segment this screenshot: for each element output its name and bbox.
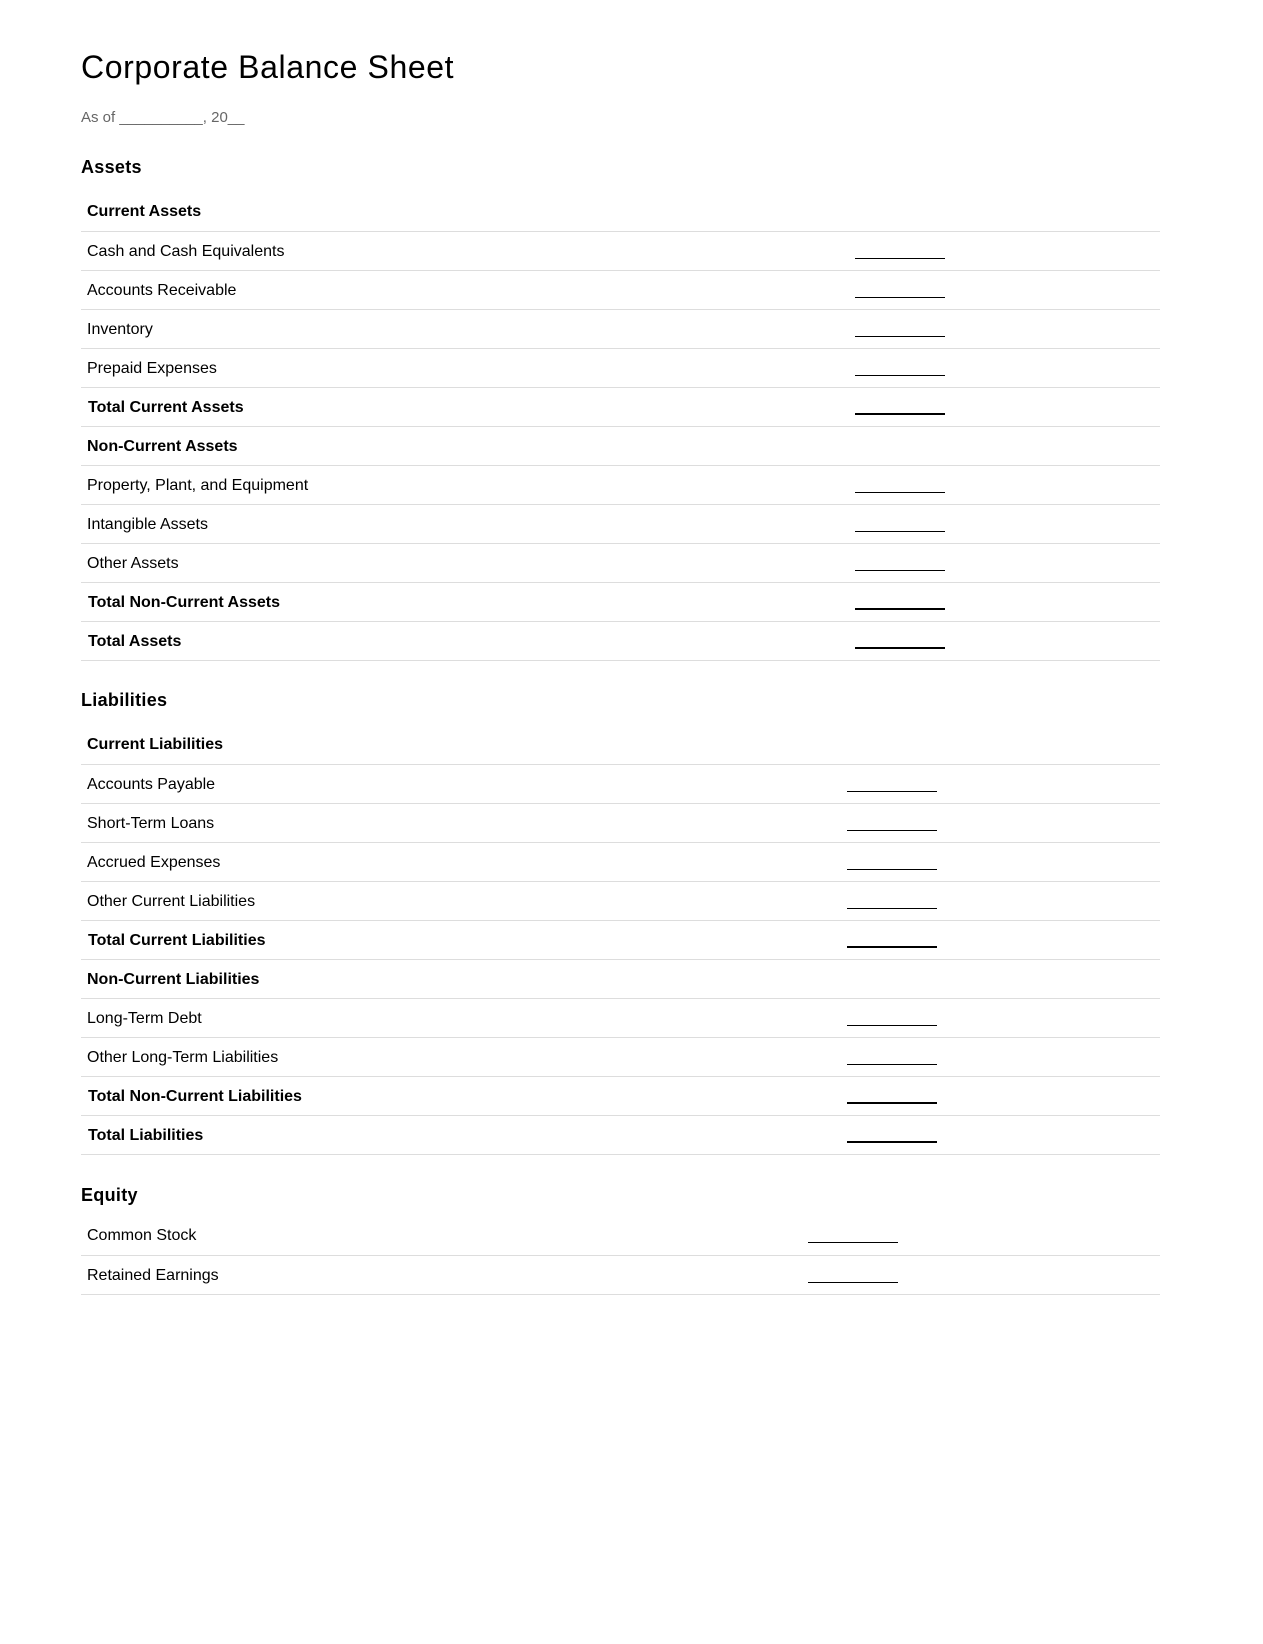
table-row-total (81, 387, 1160, 426)
fill-in-line (855, 647, 945, 649)
table-row (81, 803, 1160, 842)
fill-in-line (808, 1242, 898, 1243)
row-label: Total Non-Current Liabilities (81, 1076, 841, 1115)
total-blank-field[interactable] (841, 1076, 1160, 1115)
table-row-total (81, 582, 1160, 621)
amount-blank-field[interactable] (849, 504, 1160, 543)
section-heading-liabilities: Liabilities (81, 690, 168, 710)
table-row-total (81, 1076, 1160, 1115)
amount-blank-field[interactable] (849, 270, 1160, 309)
fill-in-line (847, 791, 937, 792)
table-row (81, 543, 1160, 582)
amount-blank-field[interactable] (849, 543, 1160, 582)
fill-in-line (847, 1141, 937, 1143)
assets-table (81, 192, 1160, 661)
amount-blank-field[interactable] (849, 465, 1160, 504)
table-row (81, 504, 1160, 543)
row-label: Total Non-Current Assets (81, 582, 849, 621)
fill-in-line (855, 336, 945, 337)
liabilities-table (81, 725, 1160, 1155)
table-row-total (81, 621, 1160, 660)
table-row (81, 725, 1160, 764)
amount-blank-field[interactable] (841, 764, 1160, 803)
fill-in-line (855, 570, 945, 571)
fill-in-line (855, 375, 945, 376)
table-row-total (81, 1115, 1160, 1154)
row-label: Inventory (81, 309, 849, 348)
row-label: Total Current Assets (81, 387, 849, 426)
row-label: Other Assets (81, 543, 849, 582)
table-row (81, 959, 1160, 998)
row-label: Cash and Cash Equivalents (81, 231, 849, 270)
row-value-empty (849, 426, 1160, 465)
table-row (81, 426, 1160, 465)
row-label: Prepaid Expenses (81, 348, 849, 387)
amount-blank-field[interactable] (849, 348, 1160, 387)
amount-blank-field[interactable] (841, 803, 1160, 842)
section-heading-assets: Assets (81, 157, 142, 177)
amount-blank-field[interactable] (849, 309, 1160, 348)
table-row (81, 764, 1160, 803)
row-label: Non-Current Liabilities (81, 959, 841, 998)
fill-in-line (808, 1282, 898, 1283)
fill-in-line (847, 1025, 937, 1026)
row-label: Property, Plant, and Equipment (81, 465, 849, 504)
row-label: Non-Current Assets (81, 426, 849, 465)
fill-in-line (847, 908, 937, 909)
fill-in-line (855, 297, 945, 298)
amount-blank-field[interactable] (849, 231, 1160, 270)
table-row (81, 465, 1160, 504)
fill-in-line (855, 492, 945, 493)
row-value-empty (841, 725, 1160, 764)
total-blank-field[interactable] (849, 621, 1160, 660)
fill-in-line (855, 531, 945, 532)
row-label: Short-Term Loans (81, 803, 841, 842)
fill-in-line (847, 830, 937, 831)
assets-section (81, 156, 1160, 661)
fill-in-line (847, 1102, 937, 1104)
fill-in-line (855, 608, 945, 610)
equity-section (81, 1184, 1160, 1295)
table-row (81, 881, 1160, 920)
fill-in-line (847, 1064, 937, 1065)
row-label: Intangible Assets (81, 504, 849, 543)
table-row (81, 192, 1160, 231)
amount-blank-field[interactable] (802, 1216, 1160, 1255)
equity-table (81, 1216, 1160, 1295)
as-of-date: As of __________, 20__ (81, 109, 245, 126)
amount-blank-field[interactable] (841, 881, 1160, 920)
row-label: Retained Earnings (81, 1255, 802, 1294)
fill-in-line (847, 869, 937, 870)
row-label: Current Assets (81, 192, 849, 231)
total-blank-field[interactable] (849, 582, 1160, 621)
row-label: Long-Term Debt (81, 998, 841, 1037)
table-row (81, 348, 1160, 387)
table-row (81, 1255, 1160, 1294)
table-row (81, 842, 1160, 881)
table-row (81, 231, 1160, 270)
table-row (81, 270, 1160, 309)
row-value-empty (849, 192, 1160, 231)
total-blank-field[interactable] (849, 387, 1160, 426)
table-row (81, 1037, 1160, 1076)
fill-in-line (847, 946, 937, 948)
fill-in-line (855, 258, 945, 259)
total-blank-field[interactable] (841, 920, 1160, 959)
amount-blank-field[interactable] (841, 1037, 1160, 1076)
row-label: Accrued Expenses (81, 842, 841, 881)
row-label: Other Current Liabilities (81, 881, 841, 920)
table-row-total (81, 920, 1160, 959)
row-label: Current Liabilities (81, 725, 841, 764)
table-row (81, 1216, 1160, 1255)
table-row (81, 998, 1160, 1037)
liabilities-section (81, 689, 1160, 1155)
row-label: Accounts Receivable (81, 270, 849, 309)
row-label: Accounts Payable (81, 764, 841, 803)
amount-blank-field[interactable] (841, 842, 1160, 881)
amount-blank-field[interactable] (802, 1255, 1160, 1294)
row-label: Total Liabilities (81, 1115, 841, 1154)
row-label: Common Stock (81, 1216, 802, 1255)
row-label: Total Assets (81, 621, 849, 660)
section-heading-equity: Equity (81, 1185, 138, 1205)
total-blank-field[interactable] (841, 1115, 1160, 1154)
row-label: Total Current Liabilities (81, 920, 841, 959)
row-value-empty (841, 959, 1160, 998)
page-title: Corporate Balance Sheet (81, 49, 455, 85)
amount-blank-field[interactable] (841, 998, 1160, 1037)
row-label: Other Long-Term Liabilities (81, 1037, 841, 1076)
table-row (81, 309, 1160, 348)
fill-in-line (855, 413, 945, 415)
